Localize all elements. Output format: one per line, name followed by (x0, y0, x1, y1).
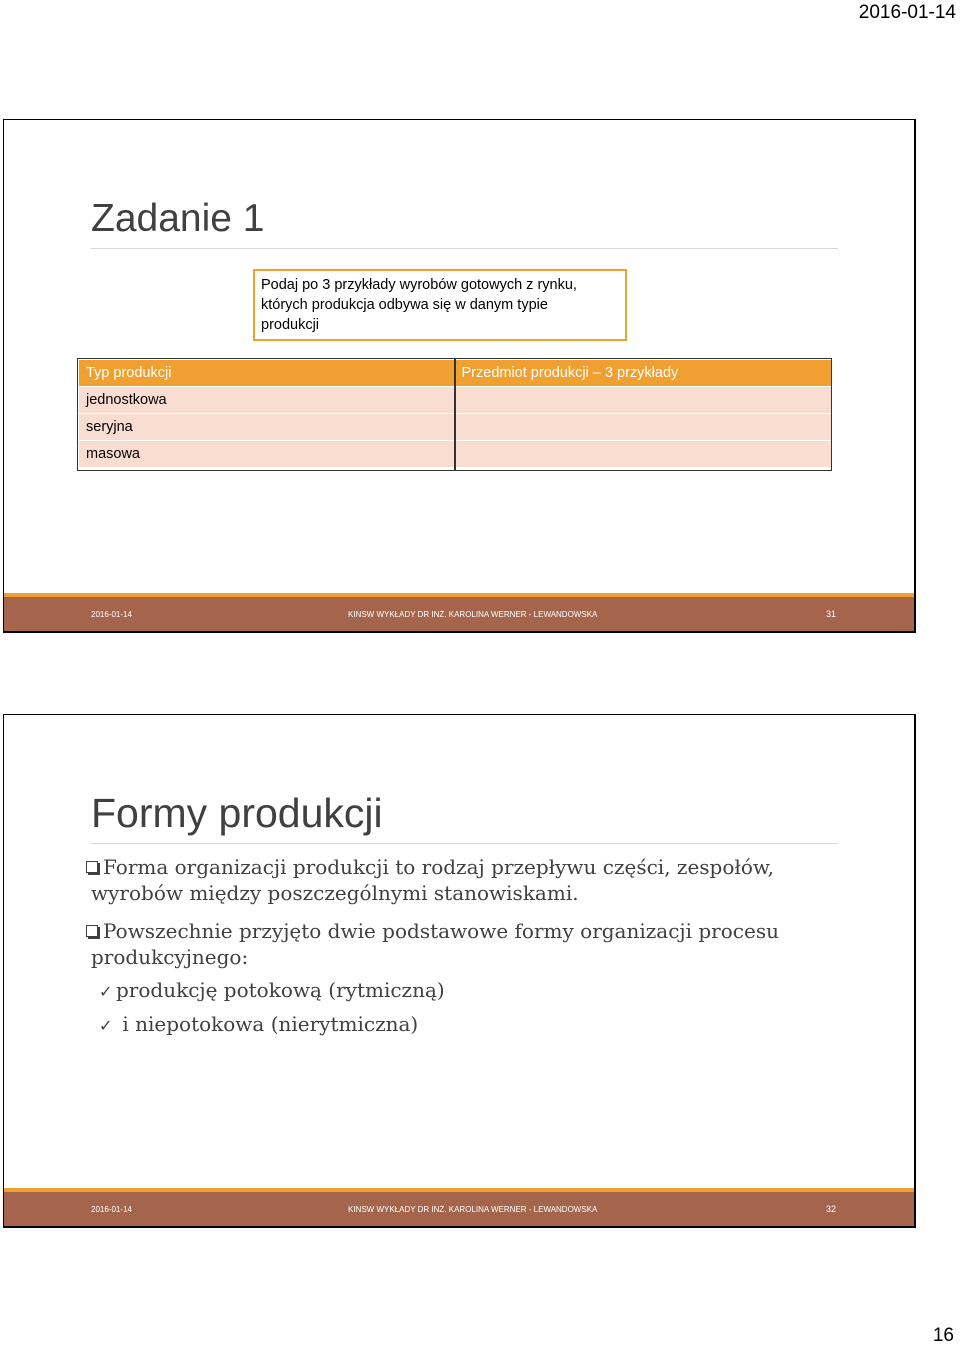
footer-date: 2016-01-14 (91, 1205, 132, 1214)
check-icon: ✓ (99, 982, 113, 1001)
table-cell-type: seryjna (79, 414, 455, 441)
sub-bullet-text: produkcję potokową (rytmiczną) (116, 978, 445, 1002)
page-number: 16 (932, 1325, 954, 1346)
table-cell-examples (454, 414, 833, 441)
hollow-square-icon (86, 925, 98, 937)
table-cell-examples (454, 387, 833, 414)
slide-number: 32 (825, 1204, 836, 1214)
slide-footer (4, 1192, 914, 1226)
task-line: produkcji (261, 317, 320, 333)
hollow-square-icon (86, 861, 98, 873)
slide-title: Formy produkcji (91, 790, 383, 836)
footer-author: KINSW WYKŁADY DR INŻ. KAROLINA WERNER - LEWANDOWSKA (348, 1205, 598, 1214)
check-icon: ✓ (99, 1016, 113, 1035)
task-instruction-box (253, 269, 627, 341)
column-header-type: Typ produkcji (79, 360, 455, 387)
slide-32 (3, 714, 916, 1228)
bullet-list (85, 854, 845, 1042)
sub-bullet-text: i niepotokowa (nierytmiczna) (116, 1012, 419, 1036)
title-divider (91, 248, 838, 249)
list-item (85, 854, 845, 906)
footer-author: KINSW WYKŁADY DR INŻ. KAROLINA WERNER - LEWANDOWSKA (348, 610, 598, 619)
column-header-subject: Przedmiot produkcji – 3 przykłady (454, 360, 833, 387)
table-row (79, 387, 833, 414)
bullet-text: Powszechnie przyjęto dwie podstawowe formy organizacji procesu (103, 919, 779, 943)
slide-number: 31 (825, 609, 836, 619)
production-type-table (78, 359, 833, 468)
task-line: których produkcja odbywa się w danym typie (261, 297, 548, 313)
sub-list-item (99, 1008, 845, 1042)
slide-31 (3, 119, 916, 633)
page-date: 2016-01-14 (858, 2, 956, 23)
table-cell-examples (454, 441, 833, 468)
table-row (79, 441, 833, 468)
title-divider (91, 843, 838, 844)
table-row (79, 414, 833, 441)
list-item (85, 918, 845, 970)
table-cell-type: jednostkowa (79, 387, 455, 414)
table-header-row (79, 360, 833, 387)
footer-date: 2016-01-14 (91, 610, 132, 619)
task-line: Podaj po 3 przykłady wyrobów gotowych z rynku, (261, 277, 577, 293)
table-cell-type: masowa (79, 441, 455, 468)
bullet-text-continued: produkcyjnego: (91, 945, 249, 969)
bullet-text: Forma organizacji produkcji to rodzaj przepływu części, zespołów, (103, 855, 775, 879)
slide-title: Zadanie 1 (91, 197, 265, 240)
sub-list-item (99, 974, 845, 1008)
bullet-text-continued: wyrobów między poszczególnymi stanowiskami. (91, 881, 579, 905)
slide-footer (4, 597, 914, 631)
